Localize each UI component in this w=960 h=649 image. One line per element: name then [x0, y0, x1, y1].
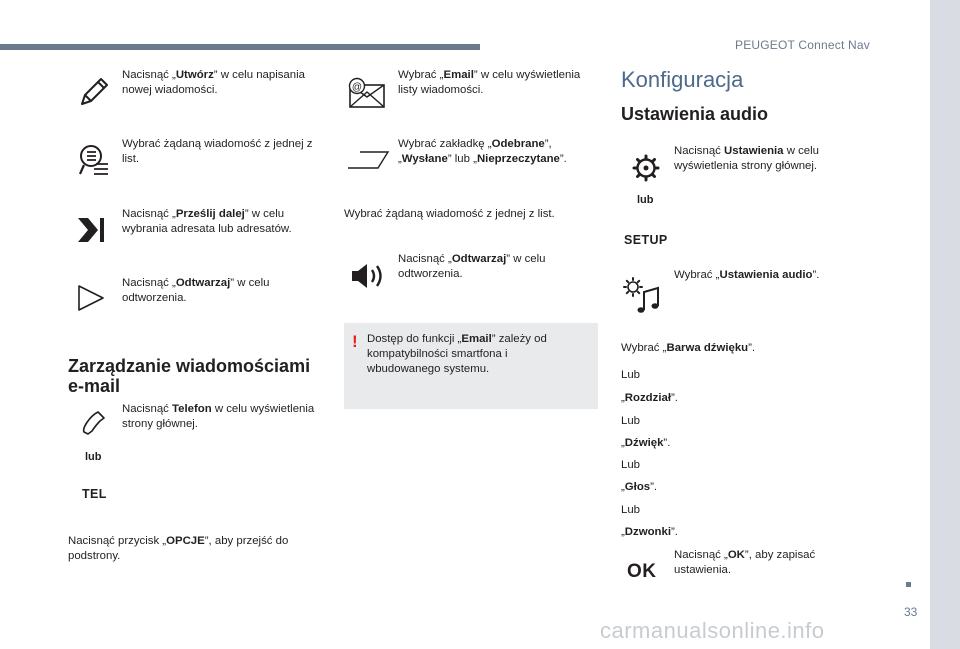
gear-icon — [631, 153, 661, 183]
option-3: „Głos”. — [621, 481, 658, 493]
left-item-2-text: Wybrać żądaną wiadomość z jednej z list. — [122, 138, 313, 165]
ok-button-label: OK — [627, 561, 657, 582]
option-1: „Rozdział”. — [621, 392, 678, 404]
speaker-icon — [350, 261, 386, 291]
tab-icon — [346, 148, 390, 172]
audio-item-text: Wybrać „Ustawienia audio”. — [674, 269, 820, 281]
left-final-text: Nacisnąć przycisk „OPCJE”, aby przejść do podstrony. — [68, 535, 289, 562]
ok-item-text: Nacisnąć „OK”, aby zapisać ustawienia. — [674, 549, 816, 576]
play-icon — [76, 283, 106, 313]
left-tel-text: Nacisnąć Telefon w celu wyświetlenia strony głównej. — [122, 403, 315, 430]
tab-item-text: Wybrać zakładkę „Odebrane”, „Wysłane” lub „Nieprzeczytane”. — [398, 138, 567, 165]
left-lub: lub — [85, 451, 102, 463]
page-side-strip — [930, 0, 960, 649]
header-bar — [0, 44, 480, 50]
pencil-icon — [76, 75, 110, 109]
option-1-lub: Lub — [621, 369, 641, 381]
tel-button-label: TEL — [82, 487, 107, 501]
option-4-lub: Lub — [621, 504, 641, 516]
watermark: carmanualsonline.info — [600, 618, 825, 643]
play-item-text: Nacisnąć „Odtwarzaj” w celu odtworzenia. — [398, 253, 546, 280]
note-text: Dostęp do funkcji „Email” zależy od kompatybilności smartfona i wbudowanego systemu. — [367, 333, 547, 375]
warning-icon: ! — [352, 332, 358, 351]
option-4: „Dzwonki”. — [621, 526, 678, 538]
option-2-lub: Lub — [621, 415, 641, 427]
option-3-lub: Lub — [621, 459, 641, 471]
section-title-konfiguracja: Konfiguracja — [621, 67, 744, 92]
left-item-3-text: Nacisnąć „Prześlij dalej” w celu wybrania adresata lub adresatów. — [122, 208, 292, 235]
settings-item-text: Nacisnąć Ustawienia w celu wyświetlenia strony głównej. — [674, 145, 819, 172]
left-item-4-text: Nacisnąć „Odtwarzaj” w celu odtworzenia. — [122, 277, 270, 304]
svg-text:@: @ — [351, 82, 363, 93]
option-2: „Dźwięk”. — [621, 437, 671, 449]
subsection-title-audio: Ustawienia audio — [621, 104, 769, 124]
barwa-text: Wybrać „Barwa dźwięku”. — [621, 342, 756, 354]
section-title-email: Zarządzanie wiadomościami e-mail — [68, 356, 311, 396]
forward-icon — [76, 215, 106, 245]
setup-button-label: SETUP — [624, 233, 668, 247]
phone-icon — [80, 408, 108, 438]
email-item-text: Wybrać „Email” w celu wyświetlenia listy wiadomości. — [398, 69, 581, 96]
audio-settings-icon — [622, 276, 662, 316]
email-icon — [347, 76, 387, 110]
right-lub: lub — [637, 194, 654, 206]
manual-title: PEUGEOT Connect Nav — [735, 38, 870, 52]
page-number: 33 — [904, 605, 918, 619]
left-item-1-text: Nacisnąć „Utwórz” w celu napisania nowej wiadomości. — [122, 69, 305, 96]
choose-message-text: Wybrać żądaną wiadomość z jednej z list. — [344, 208, 555, 220]
message-list-icon — [76, 140, 110, 178]
page-marker — [906, 582, 911, 587]
